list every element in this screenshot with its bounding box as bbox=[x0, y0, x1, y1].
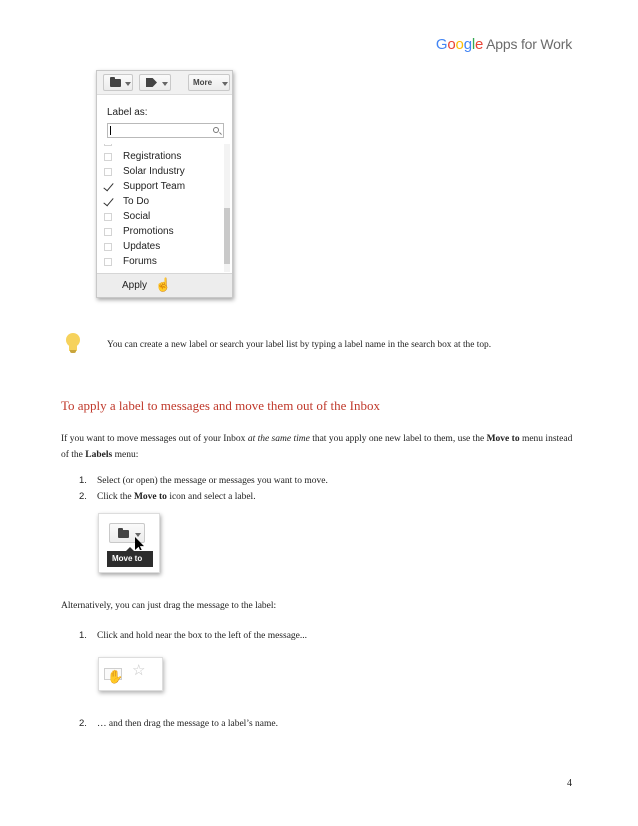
tooltip-text: Move to bbox=[112, 554, 143, 563]
intro-bold-move-to: Move to bbox=[486, 434, 520, 444]
label-search-input[interactable] bbox=[107, 123, 224, 138]
labels-button[interactable] bbox=[139, 74, 171, 91]
step-number: 2. bbox=[79, 491, 87, 502]
label-item-text: Registrations bbox=[123, 151, 182, 162]
text-cursor bbox=[110, 126, 111, 135]
more-button[interactable] bbox=[188, 74, 230, 91]
chevron-down-icon bbox=[125, 82, 131, 86]
step-item bbox=[79, 491, 256, 502]
step-number: 2. bbox=[79, 718, 87, 729]
label-item[interactable] bbox=[97, 210, 223, 225]
hand-cursor-icon: ☝ bbox=[155, 277, 172, 292]
label-checkbox[interactable] bbox=[104, 243, 112, 251]
step-text: … and then drag the message to a label’s name. bbox=[97, 719, 278, 729]
label-as-heading: Label as: bbox=[107, 107, 148, 118]
checkmark-icon[interactable] bbox=[104, 198, 112, 206]
intro-text: menu instead of the bbox=[61, 434, 573, 460]
section-heading: To apply a label to messages and move them out of the Inbox bbox=[61, 398, 380, 413]
label-list bbox=[97, 144, 232, 272]
step-text: Click the bbox=[97, 492, 134, 502]
toolbar bbox=[97, 71, 232, 95]
intro-text: If you want to move messages out of your Inbox bbox=[61, 434, 248, 444]
label-item-text: To Do bbox=[123, 196, 150, 207]
label-item-text: Solar Industry bbox=[123, 166, 185, 177]
label-item[interactable] bbox=[97, 255, 223, 270]
alternative-paragraph: Alternatively, you can just drag the message to the label: bbox=[61, 601, 277, 611]
step-text: icon and select a label. bbox=[166, 492, 256, 502]
label-list-scrollbar[interactable] bbox=[224, 144, 230, 272]
intro-text: menu: bbox=[112, 450, 139, 460]
label-item[interactable] bbox=[97, 195, 223, 210]
step-item bbox=[79, 630, 307, 641]
intro-emphasis: at the same time bbox=[247, 434, 310, 444]
label-item[interactable] bbox=[97, 165, 223, 180]
step-text: Select (or open) the message or messages you want to move. bbox=[97, 476, 328, 486]
move-to-tooltip bbox=[107, 551, 153, 567]
drag-handle-screenshot bbox=[98, 657, 163, 691]
scrollbar-thumb[interactable] bbox=[224, 208, 230, 264]
step-number: 1. bbox=[79, 475, 87, 486]
label-checkbox[interactable] bbox=[104, 168, 112, 176]
step-text: Click and hold near the box to the left of the message... bbox=[97, 631, 307, 641]
label-item-text: Updates bbox=[123, 241, 161, 252]
label-item[interactable] bbox=[97, 150, 223, 165]
label-checkbox[interactable] bbox=[104, 258, 112, 266]
label-item-text: Support Team bbox=[123, 181, 186, 192]
chevron-down-icon bbox=[162, 82, 168, 86]
lightbulb-icon bbox=[66, 333, 80, 355]
folder-icon bbox=[118, 530, 129, 538]
more-button-label: More bbox=[193, 78, 213, 87]
intro-paragraph bbox=[61, 431, 581, 463]
checkmark-icon[interactable] bbox=[104, 183, 112, 191]
move-to-button[interactable] bbox=[109, 523, 145, 543]
label-checkbox[interactable] bbox=[104, 153, 112, 161]
star-icon[interactable]: ☆ bbox=[132, 663, 146, 679]
step-item bbox=[79, 475, 328, 486]
label-item[interactable] bbox=[97, 240, 223, 255]
move-to-button[interactable] bbox=[103, 74, 133, 91]
chevron-down-icon bbox=[222, 82, 228, 86]
chevron-down-icon bbox=[135, 533, 141, 537]
grab-hand-icon: ✋ bbox=[107, 669, 124, 684]
label-item[interactable] bbox=[97, 225, 223, 240]
google-apps-for-work-logo: Google Apps for Work bbox=[435, 36, 572, 53]
page-number: 4 bbox=[567, 778, 572, 789]
intro-text: that you apply one new label to them, use the bbox=[309, 434, 487, 444]
folder-icon bbox=[110, 79, 121, 87]
move-to-screenshot bbox=[98, 513, 160, 573]
label-checkbox[interactable] bbox=[104, 213, 112, 221]
label-checkbox[interactable] bbox=[104, 144, 112, 146]
search-icon bbox=[213, 127, 219, 133]
intro-bold-labels: Labels bbox=[85, 450, 113, 460]
apply-button[interactable] bbox=[97, 273, 232, 297]
tip-text: You can create a new label or search your label list by typing a label name in the search box at the top. bbox=[107, 340, 492, 350]
label-item[interactable] bbox=[97, 180, 223, 195]
step-bold: Move to bbox=[133, 492, 167, 502]
apply-button-label: Apply bbox=[122, 280, 148, 291]
label-item-text: Forums bbox=[123, 256, 157, 267]
label-item-text: Promotions bbox=[123, 226, 174, 237]
brand-product: Apps for Work bbox=[486, 36, 572, 52]
label-as-menu bbox=[96, 70, 233, 298]
tag-icon bbox=[146, 78, 157, 87]
step-item bbox=[79, 718, 278, 729]
label-checkbox[interactable] bbox=[104, 228, 112, 236]
label-item-text: Social bbox=[123, 211, 151, 222]
step-number: 1. bbox=[79, 630, 87, 641]
